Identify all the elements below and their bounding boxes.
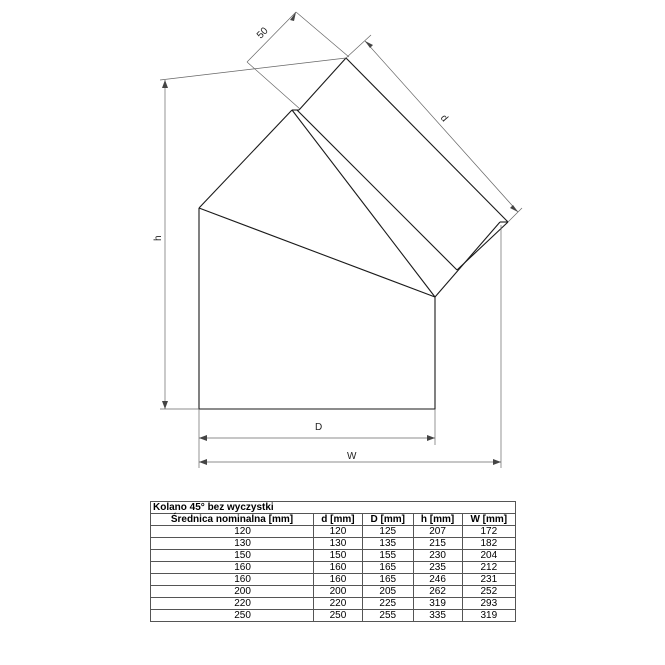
table-cell: 205 <box>363 586 414 598</box>
table-title: Kolano 45° bez wyczystki <box>151 502 516 514</box>
table-cell: 250 <box>313 610 362 622</box>
label-W: W <box>347 451 357 462</box>
table-cell: 220 <box>313 598 362 610</box>
collar-top-edge <box>346 58 508 222</box>
table-row <box>151 538 516 550</box>
table-cell: 220 <box>151 598 314 610</box>
table-cell: 160 <box>313 562 362 574</box>
table-cell: 165 <box>363 574 414 586</box>
table-cell: 293 <box>462 598 515 610</box>
table-cell: 212 <box>462 562 515 574</box>
header-h: h [mm] <box>413 514 462 526</box>
table-cell: 130 <box>313 538 362 550</box>
table-cell: 255 <box>363 610 414 622</box>
table-row <box>151 562 516 574</box>
table-row <box>151 586 516 598</box>
table-title-row <box>151 502 516 514</box>
table-cell: 215 <box>413 538 462 550</box>
collar-left-edge <box>299 58 346 110</box>
table-cell: 120 <box>313 526 362 538</box>
header-D: D [mm] <box>363 514 414 526</box>
table-cell: 165 <box>363 562 414 574</box>
table-cell: 160 <box>151 574 314 586</box>
table-cell: 225 <box>363 598 414 610</box>
table-cell: 155 <box>363 550 414 562</box>
table-row <box>151 610 516 622</box>
table-cell: 150 <box>151 550 314 562</box>
label-D: D <box>315 422 323 433</box>
table-row <box>151 526 516 538</box>
elbow-outline <box>199 58 508 409</box>
table-cell: 246 <box>413 574 462 586</box>
table-header-row <box>151 514 516 526</box>
table-cell: 262 <box>413 586 462 598</box>
table-cell: 319 <box>413 598 462 610</box>
dimension-arrows <box>162 12 518 465</box>
table-body <box>151 526 516 622</box>
joint-seam-upper <box>292 110 435 297</box>
table-cell: 160 <box>313 574 362 586</box>
table-cell: 235 <box>413 562 462 574</box>
table-cell: 230 <box>413 550 462 562</box>
table-cell: 250 <box>151 610 314 622</box>
collar-inner-line <box>457 222 508 270</box>
table-cell: 204 <box>462 550 515 562</box>
spec-table <box>150 501 516 622</box>
table-cell: 130 <box>151 538 314 550</box>
lower-segment-outline <box>199 208 435 409</box>
upper-left-edge <box>199 110 292 208</box>
dimension-labels <box>153 25 450 462</box>
table-cell: 172 <box>462 526 515 538</box>
table-cell: 125 <box>363 526 414 538</box>
table-cell: 231 <box>462 574 515 586</box>
table-cell: 335 <box>413 610 462 622</box>
header-d: d [mm] <box>313 514 362 526</box>
table-cell: 252 <box>462 586 515 598</box>
joint-seam-lower <box>199 208 435 297</box>
label-d: d <box>437 112 450 125</box>
label-h: h <box>153 235 164 241</box>
header-W: W [mm] <box>462 514 515 526</box>
table-cell: 150 <box>313 550 362 562</box>
header-nominal-diameter: Średnica nominalna [mm] <box>151 514 314 526</box>
table-cell: 160 <box>151 562 314 574</box>
table-cell: 200 <box>151 586 314 598</box>
table-row <box>151 574 516 586</box>
table-cell: 319 <box>462 610 515 622</box>
table-cell: 182 <box>462 538 515 550</box>
seam-inner <box>297 110 457 270</box>
dimension-lines <box>160 12 522 468</box>
table-cell: 200 <box>313 586 362 598</box>
table-row <box>151 598 516 610</box>
table-cell: 120 <box>151 526 314 538</box>
table-cell: 135 <box>363 538 414 550</box>
table-cell: 207 <box>413 526 462 538</box>
label-50: 50 <box>254 25 271 42</box>
table-row <box>151 550 516 562</box>
